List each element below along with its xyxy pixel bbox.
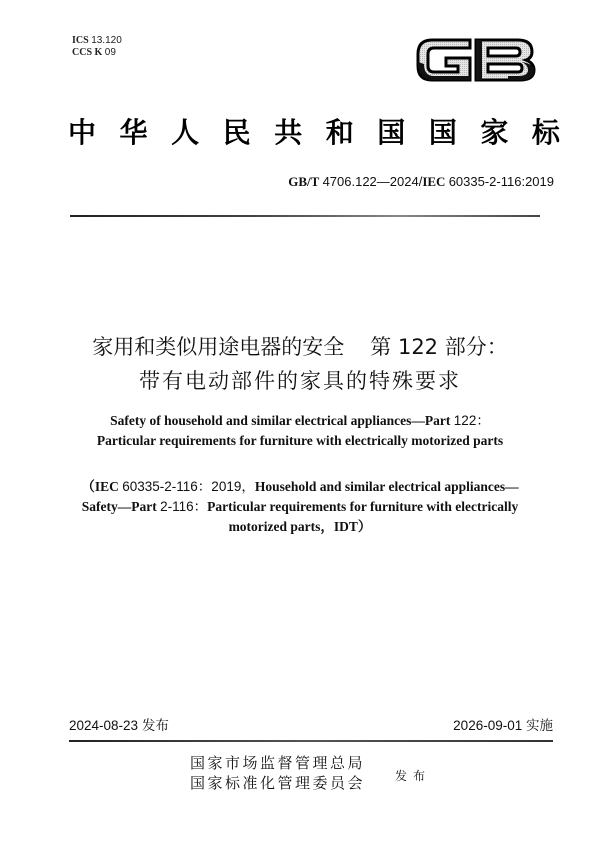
- chinese-title-line1: 家用和类似用途电器的安全 第 122 部分：: [92, 335, 508, 359]
- ics-code: ICS 13.120: [72, 35, 122, 46]
- chinese-title-line2: 带有电动部件的家具的特殊要求: [139, 369, 461, 393]
- iec-title-line3: motorized parts，IDT）: [228, 519, 372, 534]
- gb-logo-icon: [412, 32, 540, 88]
- title-char: 共: [274, 116, 303, 149]
- implementation-date: 2026-09-01 实施: [453, 718, 553, 734]
- title-char: 人: [171, 116, 200, 149]
- ccs-code: CCS K 09: [72, 47, 116, 58]
- standard-number: GB/T 4706.122—2024/IEC 60335-2-116:2019: [288, 174, 554, 189]
- english-title-line1: Safety of household and similar electrical appliances—Part 122：: [110, 413, 490, 428]
- issue-label: 发布: [395, 769, 432, 783]
- chinese-title: [0, 330, 600, 398]
- iec-title-line2: Safety—Part 2-116：Particular requirements for furniture with electrically: [81, 499, 519, 514]
- title-char: 中: [68, 116, 97, 149]
- publish-date: 2024-08-23 发布: [69, 718, 169, 734]
- title-char: 华: [119, 116, 148, 149]
- header-divider: [70, 215, 540, 217]
- english-title-line2: Particular requirements for furniture with electrically motorized parts: [96, 433, 504, 448]
- title-char: 民: [222, 116, 251, 149]
- footer-divider: [69, 740, 553, 742]
- title-char: 家: [480, 116, 509, 149]
- issuing-authorities: [190, 753, 365, 793]
- main-title: [68, 116, 560, 150]
- english-title: [0, 411, 600, 451]
- iec-title-line1: （IEC 60335-2-116：2019，Household and similar electrical appliances—: [81, 479, 519, 494]
- authority-sac: 国家标准化管理委员会: [190, 774, 366, 792]
- title-char: 国: [377, 116, 406, 149]
- iec-reference-title: [0, 477, 600, 537]
- title-char: 国: [428, 116, 457, 149]
- classification-codes: [72, 35, 122, 59]
- title-char: 和: [325, 116, 354, 149]
- title-char: 标: [531, 116, 560, 149]
- authority-samr: 国家市场监督管理总局: [190, 754, 366, 772]
